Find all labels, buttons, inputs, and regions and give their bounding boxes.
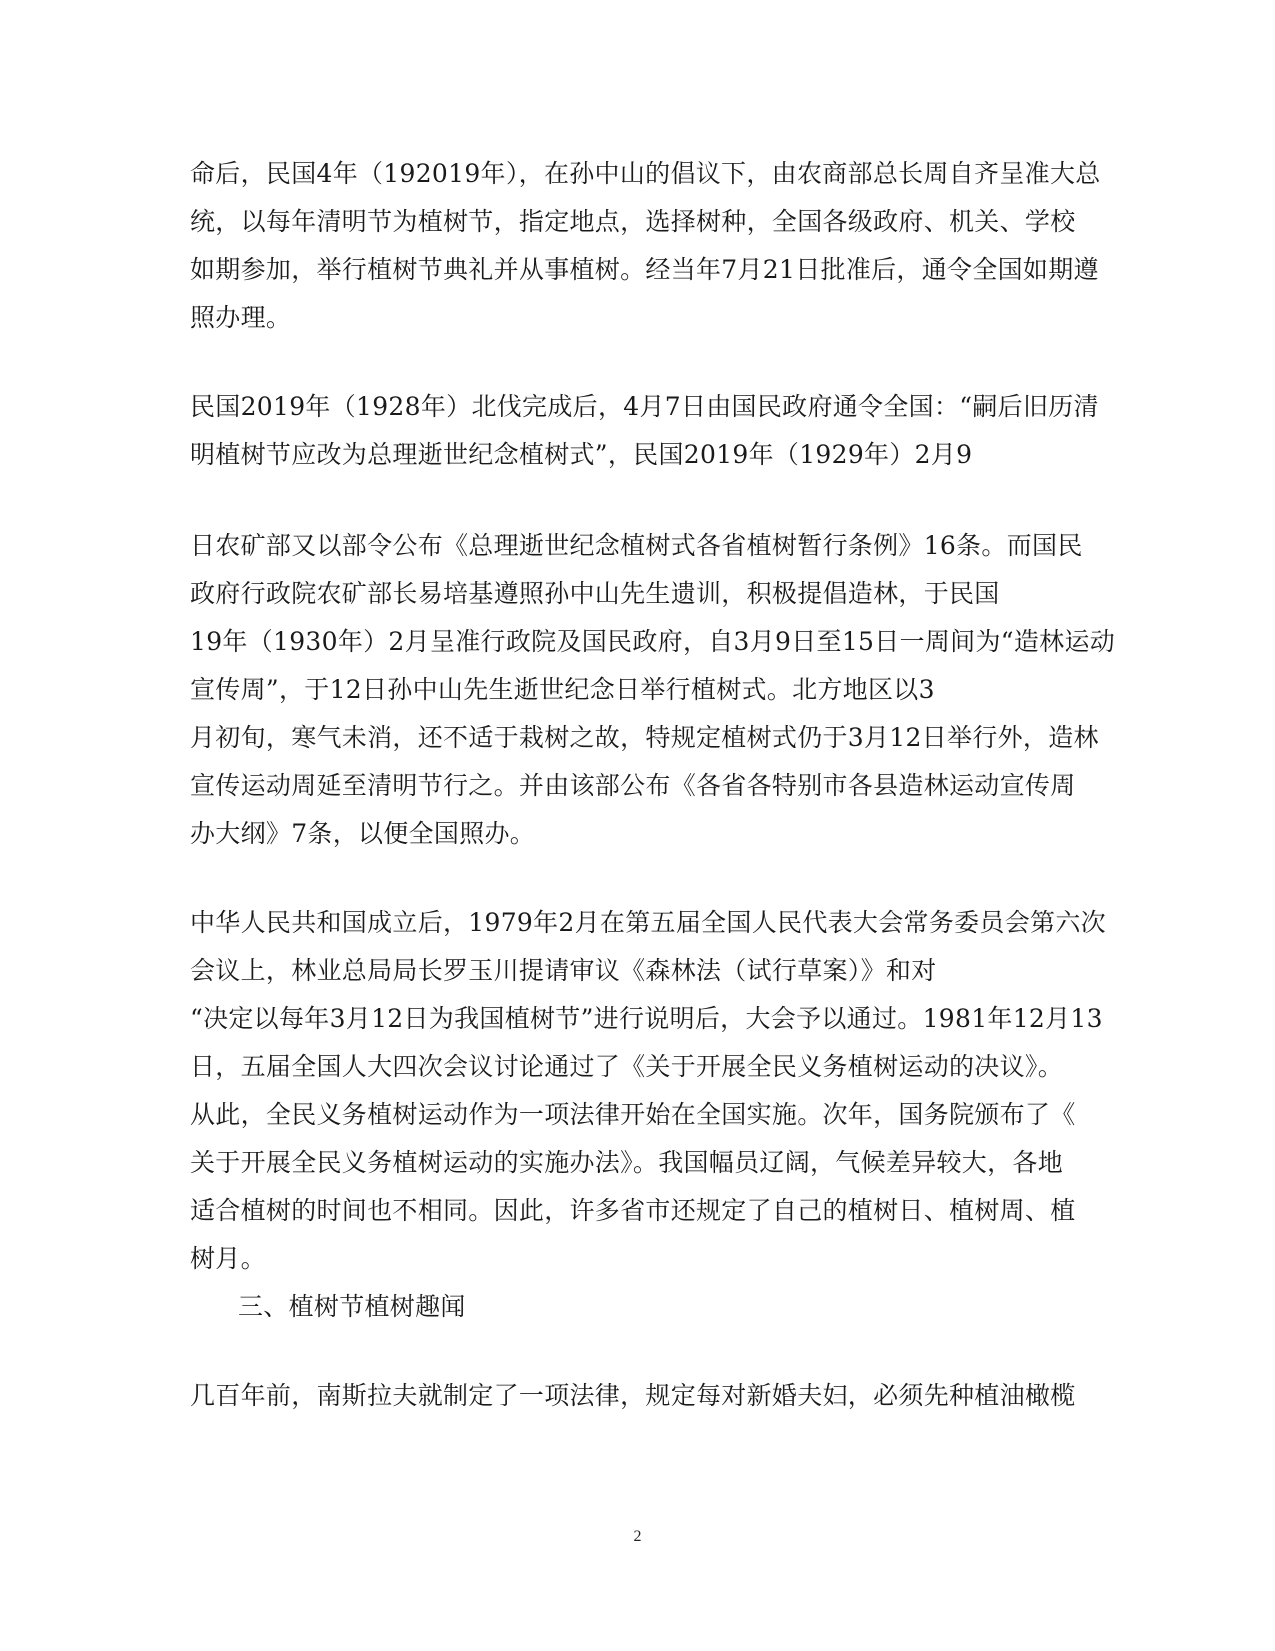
- text-line: 民国2019年（1928年）北伐完成后，4月7日由国民政府通令全国：“嗣后旧历清: [190, 392, 1099, 421]
- text-line: 照办理。: [190, 303, 292, 332]
- text-line: 办大纲》7条，以便全国照办。: [190, 819, 536, 848]
- text-line: 关于开展全民义务植树运动的实施办法》。我国幅员辽阔，气候差异较大，各地: [190, 1148, 1064, 1177]
- text-line: 日，五届全国人大四次会议讨论通过了《关于开展全民义务植树运动的决议》。: [190, 1052, 1064, 1081]
- text-line: 几百年前，南斯拉夫就制定了一项法律，规定每对新婚夫妇，必须先种植油橄榄: [190, 1381, 1076, 1410]
- text-line: 宣传运动周延至清明节行之。并由该部公布《各省各特别市各县造林运动宣传周: [190, 771, 1076, 800]
- page-number: 2: [633, 1528, 642, 1545]
- text-line: 会议上，林业总局局长罗玉川提请审议《森林法（试行草案）》和对: [190, 956, 937, 985]
- text-line: 中华人民共和国成立后，1979年2月在第五届全国人民代表大会常务委员会第六次: [190, 908, 1106, 937]
- text-line: 月初旬，寒气未消，还不适于栽树之故，特规定植树式仍于3月12日举行外，造林: [190, 723, 1099, 752]
- text-line: 如期参加，举行植树节典礼并从事植树。经当年7月21日批准后，通令全国如期遵: [190, 255, 1099, 284]
- text-line: 统，以每年清明节为植树节，指定地点，选择树种，全国各级政府、机关、学校: [190, 207, 1076, 236]
- text-line: 明植树节应改为总理逝世纪念植树式”，民国2019年（1929年）2月9: [190, 440, 973, 469]
- text-line: 从此，全民义务植树运动作为一项法律开始在全国实施。次年，国务院颁布了《: [190, 1100, 1076, 1129]
- section-heading: 三、植树节植树趣闻: [238, 1292, 466, 1321]
- text-line: 宣传周”，于12日孙中山先生逝世纪念日举行植树式。北方地区以3: [190, 675, 935, 704]
- text-line: 树月。: [190, 1244, 266, 1273]
- text-line: 命后，民国4年（192019年），在孙中山的倡议下，由农商部总长周自齐呈准大总: [190, 159, 1101, 188]
- text-line: 日农矿部又以部令公布《总理逝世纪念植树式各省植树暂行条例》16条。而国民: [190, 531, 1083, 560]
- text-line: 政府行政院农矿部长易培基遵照孙中山先生遗训，积极提倡造林，于民国: [190, 579, 1000, 608]
- text-line: 适合植树的时间也不相同。因此，许多省市还规定了自己的植树日、植树周、植: [190, 1196, 1076, 1225]
- text-line: 19年（1930年）2月呈准行政院及国民政府，自3月9日至15日一周间为“造林运动: [190, 627, 1116, 656]
- text-line: “决定以每年3月12日为我国植树节”进行说明后，大会予以通过。1981年12月13: [190, 1004, 1103, 1033]
